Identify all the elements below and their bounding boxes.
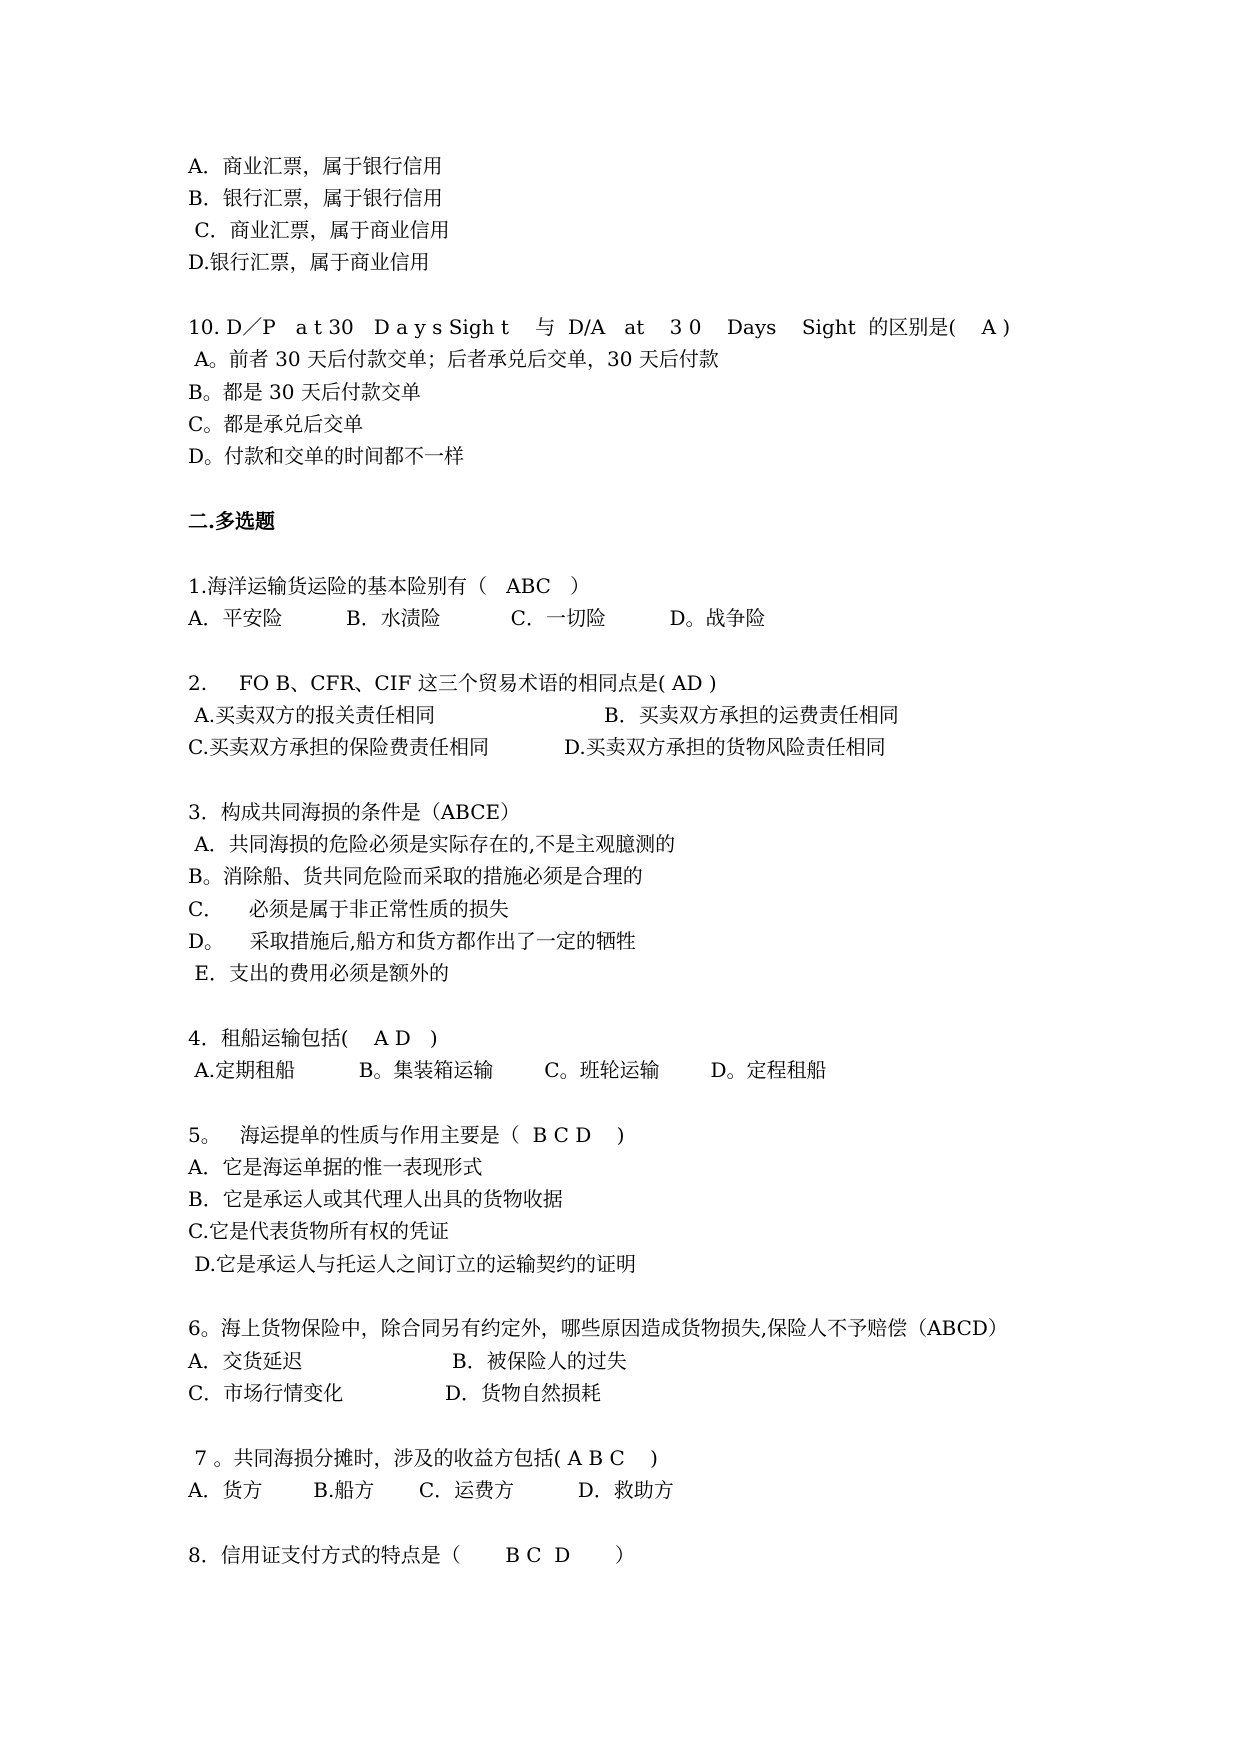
question-7: 7 。共同海损分摊时，涉及的收益方包括( A B C ) [188,1446,658,1470]
question-4: 4．租船运输包括( A D ) [188,1026,438,1050]
option-line: C．商业汇票，属于商业信用 [188,218,450,242]
option-line: A．商业汇票，属于银行信用 [188,154,443,178]
option-line: C.买卖双方承担的保险费责任相同 [188,735,489,759]
option-line: D。 采取措施后,船方和货方都作出了一定的牺牲 [188,929,636,953]
option-line: D.它是承运人与托运人之间订立的运输契约的证明 [188,1252,637,1276]
option-line: C．市场行情变化 [188,1381,344,1405]
option-line: D．货物自然损耗 [445,1381,602,1405]
option-line: B．银行汇票，属于银行信用 [188,186,443,210]
question-1: 1.海洋运输货运险的基本险别有（ ABC ） [188,574,591,598]
option-line: D.买卖双方承担的货物风险责任相同 [564,735,886,759]
option-line: C.它是代表货物所有权的凭证 [188,1219,449,1243]
question-8: 8．信用证支付方式的特点是（ B C D ） [188,1543,635,1567]
question-6: 6。海上货物保险中，除合同另有约定外，哪些原因造成货物损失,保险人不予赔偿（ABCD） [188,1316,1008,1340]
option-line: E．支出的费用必须是额外的 [188,961,449,985]
option-line: A．它是海运单据的惟一表现形式 [188,1155,483,1179]
option-line: B．被保险人的过失 [452,1349,627,1373]
option-line: B。都是 30 天后付款交单 [188,380,421,404]
question-5: 5。 海运提单的性质与作用主要是（ B C D ) [188,1123,625,1147]
option-line: C． 必须是属于非正常性质的损失 [188,897,509,921]
option-line: B．它是承运人或其代理人出具的货物收据 [188,1187,563,1211]
option-line: A．交货延迟 [188,1349,303,1373]
option-line: D.银行汇票，属于商业信用 [188,250,430,274]
question-2: 2. FO B、CFR、CIF 这三个贸易术语的相同点是( AD ) [188,671,717,695]
option-line: A.定期租船 B。集装箱运输 C。班轮运输 D。定程租船 [188,1058,827,1082]
option-line: A.买卖双方的报关责任相同 [188,703,436,727]
option-line: C。都是承兑后交单 [188,412,364,436]
option-line: A．货方 B.船方 C．运费方 D．救助方 [188,1478,674,1502]
option-line: D。付款和交单的时间都不一样 [188,444,465,468]
option-line: A．平安险 B．水渍险 C．一切险 D。战争险 [188,606,766,630]
option-line: B。消除船、货共同危险而采取的措施必须是合理的 [188,864,643,888]
option-line: A。前者 30 天后付款交单；后者承兑后交单，30 天后付款 [188,347,719,371]
option-line: B．买卖双方承担的运费责任相同 [604,703,899,727]
question-10: 10. D／P a t 30 D a y s Sigh t 与 D/A at 3 0 Days Sight 的区别是( A ) [188,315,1011,339]
question-3: 3．构成共同海损的条件是（ABCE） [188,800,521,824]
section-heading-multiple-choice: 二.多选题 [188,509,275,533]
option-line: A．共同海损的危险必须是实际存在的,不是主观臆测的 [188,832,676,856]
